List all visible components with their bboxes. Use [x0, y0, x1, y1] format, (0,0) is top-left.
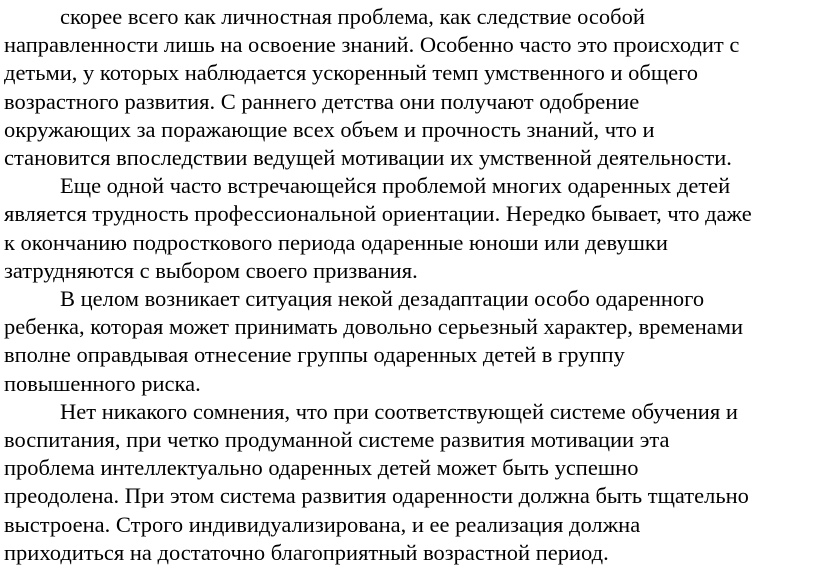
- document-page: [4, 3, 816, 567]
- text-line: является трудность профессиональной ориентации. Нередко бывает, что даже: [4, 201, 752, 227]
- text-line: возрастного развития. С раннего детства они получают одобрение: [4, 88, 640, 114]
- text-line: проблема интеллектуально одаренных детей может быть успешно: [4, 455, 639, 481]
- text-line: приходиться на достаточно благоприятный возрастной период.: [4, 539, 609, 565]
- text-line: становится впоследствии ведущей мотивации их умственной деятельности.: [4, 145, 732, 171]
- text-line: скорее всего как личностная проблема, как следствие особой: [60, 4, 645, 29]
- text-line: Нет никакого сомнения, что при соответствующей системе обучения и: [60, 398, 738, 424]
- text-line: преодолена. При этом система развития одаренности должна быть тщательно: [4, 483, 749, 509]
- text-line: детьми, у которых наблюдается ускоренный темп умственного и общего: [4, 60, 699, 86]
- text-line: ребенка, которая может принимать довольно серьезный характер, временами: [4, 314, 744, 340]
- paragraph-2: [4, 172, 816, 285]
- text-line: Еще одной часто встречающейся проблемой многих одаренных детей: [60, 173, 731, 199]
- text-line: воспитания, при четко продуманной системе развития мотивации эта: [4, 427, 670, 453]
- paragraph-4: [4, 398, 816, 567]
- paragraph-1: [4, 3, 816, 172]
- paragraph-3: [4, 285, 816, 398]
- text-line: выстроена. Строго индивидуализирована, и ее реализация должна: [4, 511, 641, 537]
- text-line: направленности лишь на освоение знаний. Особенно часто это происходит с: [4, 32, 740, 58]
- text-line: окружающих за поражающие всех объем и прочность знаний, что и: [4, 116, 655, 142]
- text-line: затрудняются с выбором своего призвания.: [4, 257, 418, 283]
- text-line: В целом возникает ситуация некой дезадаптации особо одаренного: [60, 286, 705, 312]
- text-line: повышенного риска.: [4, 370, 201, 396]
- text-line: к окончанию подросткового периода одаренные юноши или девушки: [4, 229, 668, 255]
- text-line: вполне оправдывая отнесение группы одаренных детей в группу: [4, 342, 625, 368]
